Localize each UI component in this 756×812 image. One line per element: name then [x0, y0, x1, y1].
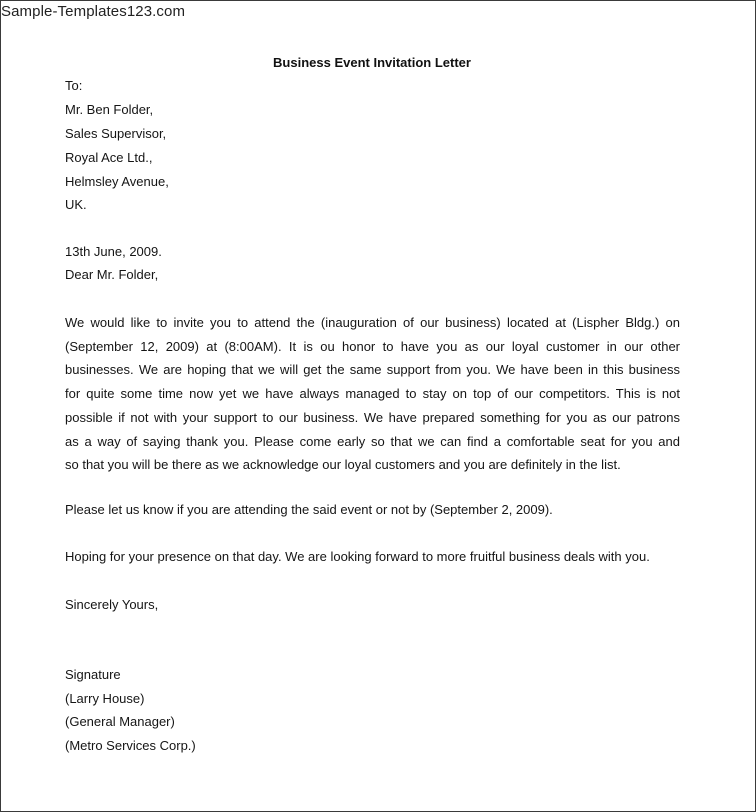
paragraph-line: possible if not with your support to our business. We have prepared something for you as our patrons [65, 409, 680, 425]
recipient-country: UK. [65, 197, 87, 212]
signature-title: (General Manager) [65, 714, 175, 729]
paragraph-line: businesses. We are hoping that we will get the same support from you. We have been in this business [65, 362, 680, 378]
signature-label: Signature [65, 667, 121, 682]
paragraph-line: for quite some time now yet we have always managed to stay on top of our competitors. This is not [65, 386, 680, 402]
signature-name: (Larry House) [65, 691, 145, 706]
body-paragraph-2: Please let us know if you are attending the said event or not by (September 2, 2009). [65, 502, 553, 517]
recipient-street: Helmsley Avenue, [65, 174, 169, 189]
salutation: Dear Mr. Folder, [65, 267, 159, 282]
recipient-position: Sales Supervisor, [65, 126, 167, 141]
paragraph-line: We would like to invite you to attend the (inauguration of our business) located at (Lispher Bldg.) on [65, 315, 680, 330]
recipient-company: Royal Ace Ltd., [65, 150, 153, 165]
paragraph-line: as a way of saying thank you. Please come early so that we can find a comfortable seat for you and [65, 433, 680, 449]
recipient-to-label: To: [65, 78, 83, 93]
letter-title: Business Event Invitation Letter [273, 55, 471, 70]
body-paragraph-1 [65, 311, 680, 477]
signature-company: (Metro Services Corp.) [65, 738, 196, 753]
closing: Sincerely Yours, [65, 597, 159, 612]
letter-date: 13th June, 2009. [65, 244, 162, 259]
recipient-name: Mr. Ben Folder, [65, 102, 154, 117]
paragraph-line: (September 12, 2009) at (8:00AM). It is ou honor to have you as our loyal customer in our other [65, 338, 680, 354]
paragraph-line: so that you will be there as we acknowledge our loyal customers and you are definitely in the list. [65, 457, 621, 473]
body-paragraph-3: Hoping for your presence on that day. We are looking forward to more fruitful business deals with you. [65, 549, 650, 564]
watermark: Sample-Templates123.com [1, 3, 186, 20]
